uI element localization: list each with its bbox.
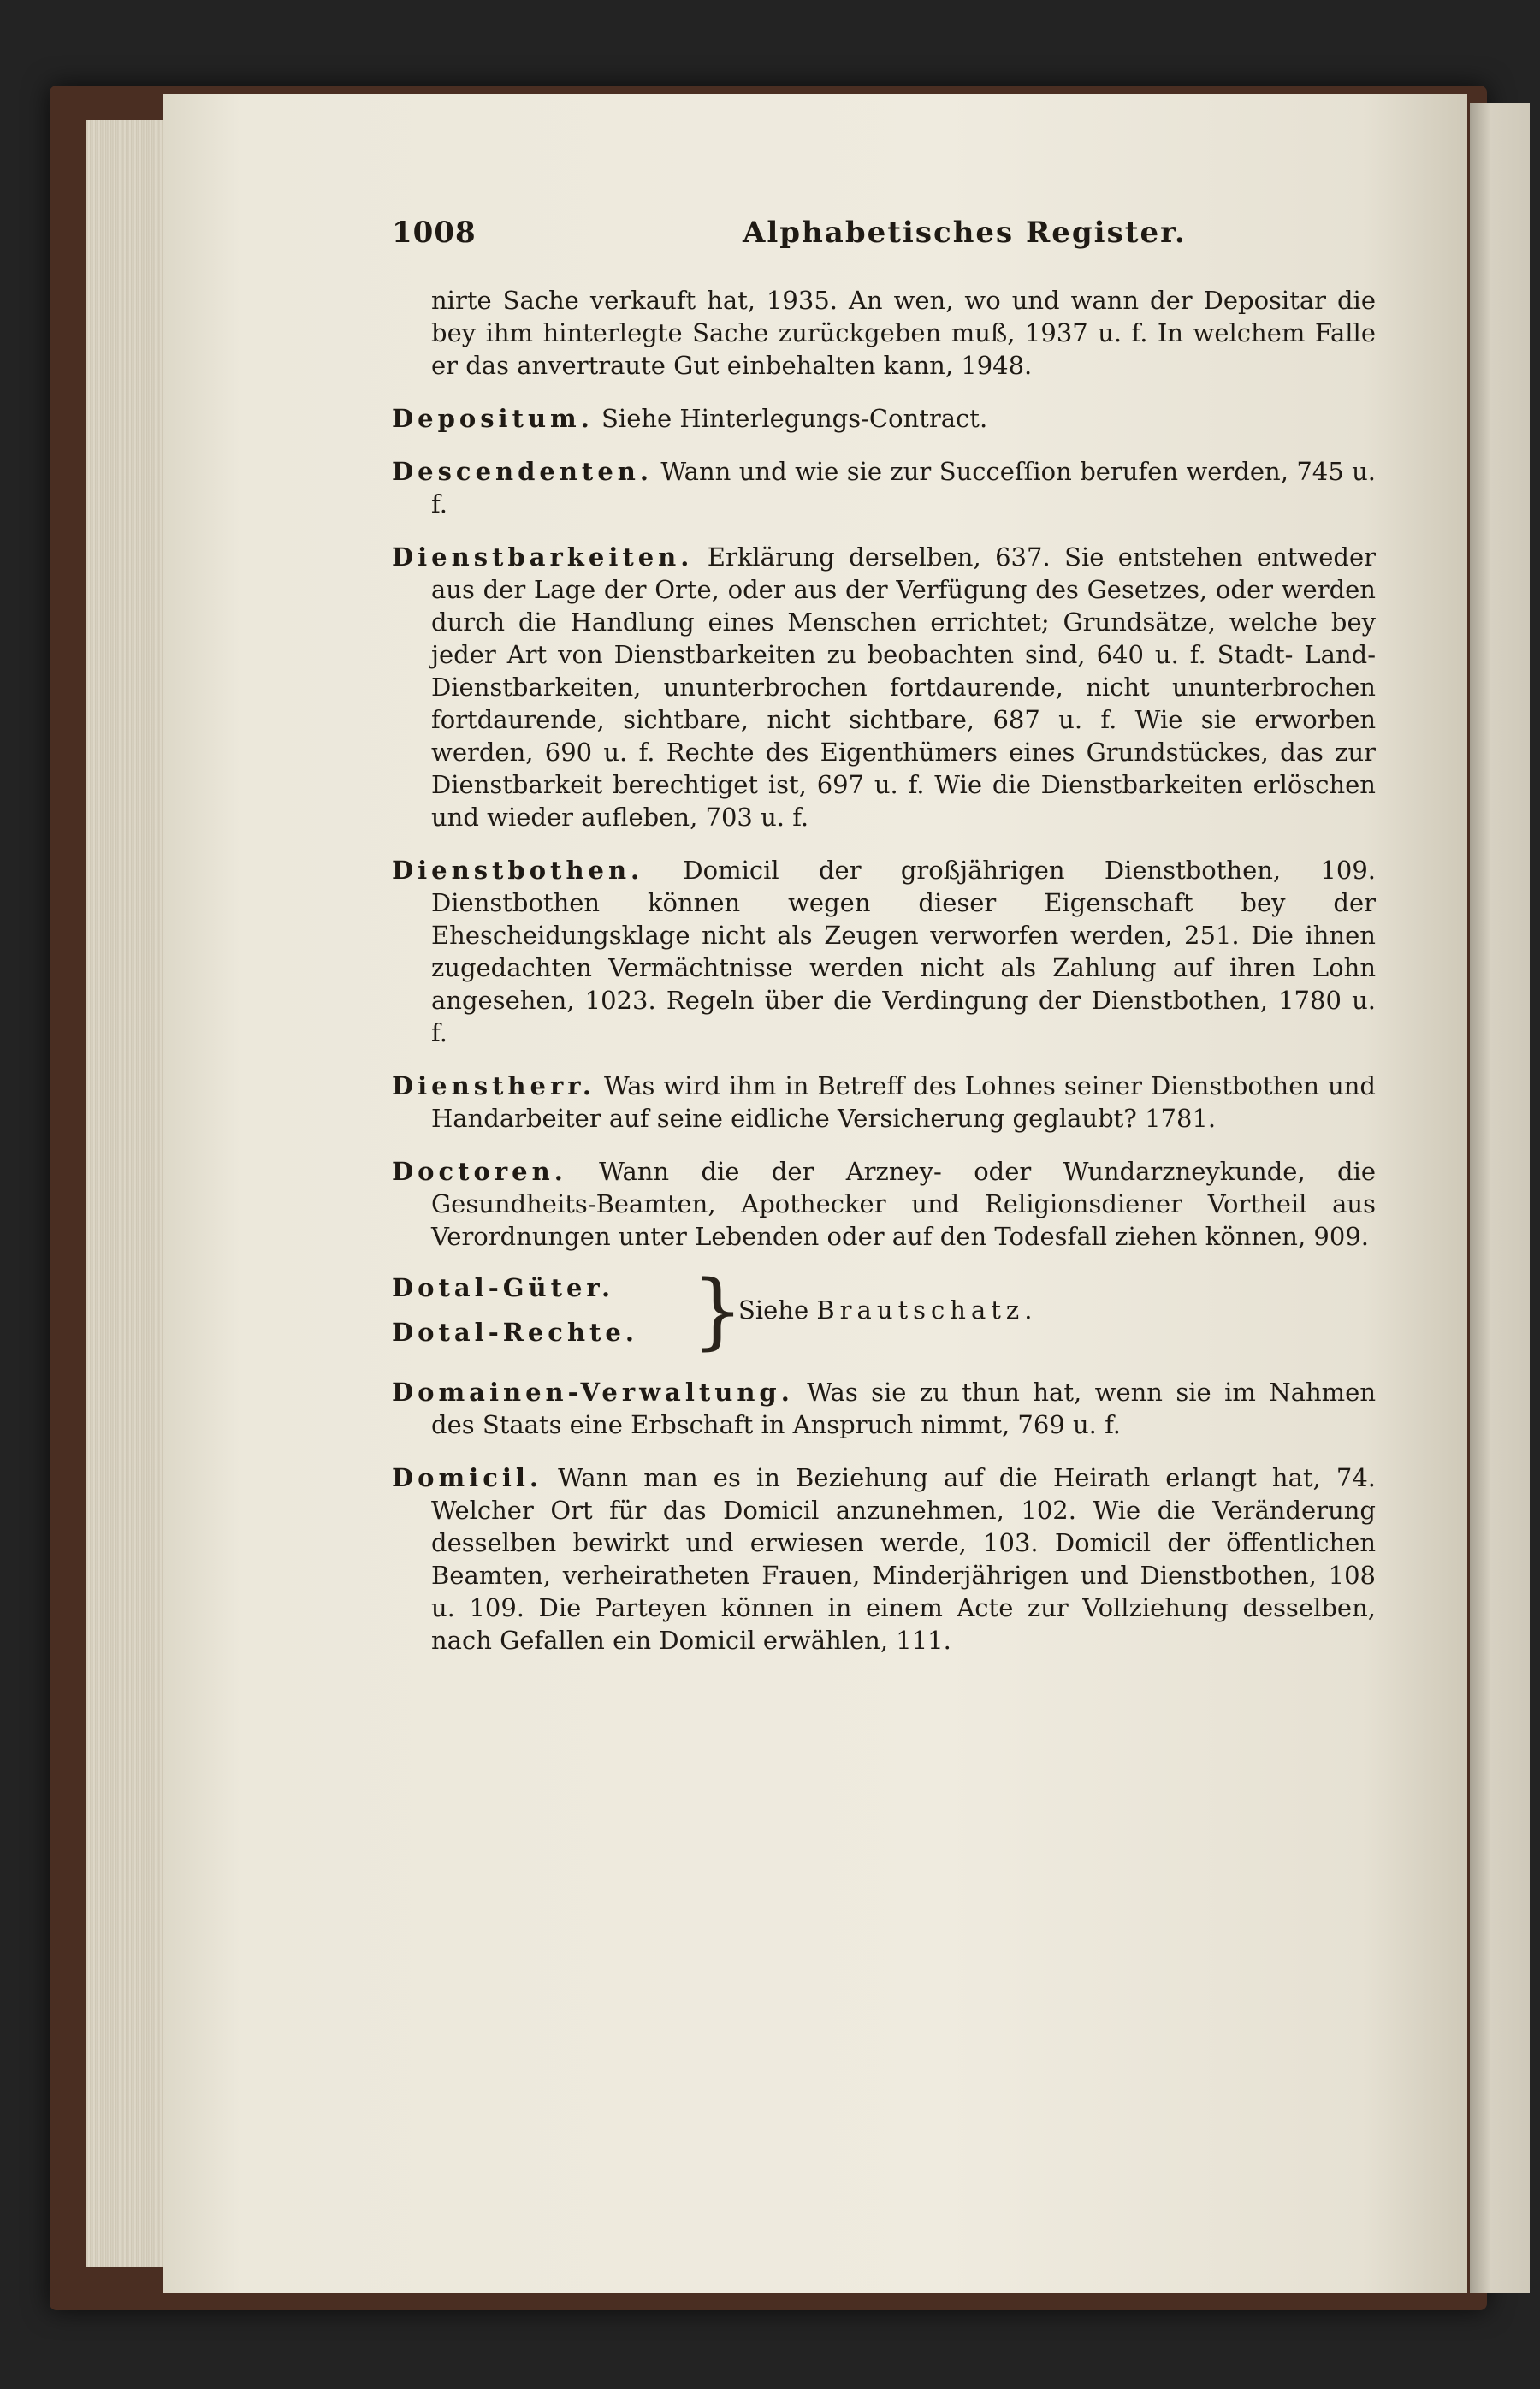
entry-text: Wann und wie sie zur Succeſſion berufen werden, 745 u. f. <box>431 457 1376 519</box>
entry-term: Dienstbothen. <box>392 856 644 885</box>
entry-text: Was wird ihm in Betreff des Lohnes seiner Dienstbothen und Handarbeiter auf seine eidliche Versicherung geglaubt? 1781. <box>431 1071 1376 1133</box>
register-entry <box>392 1155 1376 1253</box>
entry-text: nirte Sache verkauft hat, 1935. An wen, wo und wann der Depositar die bey ihm hinterlegte Sache zurückgeben muß, 1937 u. f. In welchem Falle er das anvertraute Gut einbehalten kann, 1948. <box>431 286 1376 380</box>
page-content <box>392 216 1376 1677</box>
entry-term: Depositum. <box>392 404 594 433</box>
entry-text: Was sie zu thun hat, wenn sie im Nahmen des Staats eine Erbschaft in Anspruch nimmt, 769 u. f. <box>431 1378 1377 1439</box>
ref-prefix: Siehe <box>738 1295 809 1325</box>
register-entry <box>392 854 1376 1049</box>
register-entry <box>392 1461 1376 1657</box>
cross-reference <box>738 1295 1037 1325</box>
brace-cross-reference <box>392 1263 1376 1359</box>
entry-text: Erklärung derselben, 637. Sie entstehen entweder aus der Lage der Orte, oder aus der Verfügung des Gesetzes, oder werden durch die Handlung eines Menschen errichtet; Grundsätze, welche bey jeder Art von Dienstbarkeiten zu beobachten sind, 640 u. f. Stadt- Land- Dienstbarkeiten, ununterbrochen fortdaurende, nicht ununterbrochen fortdaurende, sichtbare, nicht sichtbare, 687 u. f. Wie sie erworben werden, 690 u. f. Rechte des Eigenthümers eines Grundstückes, das zur Dienstbarkeit berechtiget ist, 697 u. f. Wie die Dienstbarkeiten erlöschen und wieder aufleben, 703 u. f. <box>431 542 1376 832</box>
entry-text: Wann man es in Beziehung auf die Heirath erlangt hat, 74. Welcher Ort für das Domicil anzunehmen, 102. Wie die Veränderung desselben bewirkt und erwiesen werde, 103. Domicil der öffentlichen Beamten, verheiratheten Frauen, Minderjährigen und Dienstbothen, 108 u. 109. Die Parteyen können in einem Acte zur Vollziehung desselben, nach Gefallen ein Domicil erwählen, 111. <box>431 1463 1377 1655</box>
entry-term: Doctoren. <box>392 1157 567 1186</box>
register-entry <box>392 402 1376 435</box>
entry-term: Dienstherr. <box>392 1071 595 1100</box>
entry-term: Domainen-Verwaltung. <box>392 1378 794 1407</box>
entry-term: Dotal-Güter. <box>392 1273 615 1302</box>
register-entry <box>392 1376 1376 1441</box>
entry-term: Dotal-Rechte. <box>392 1318 638 1347</box>
entry-term: Dienstbarkeiten. <box>392 542 694 572</box>
entry-term: Descendenten. <box>392 457 653 486</box>
ref-target: Brautschatz. <box>816 1295 1038 1325</box>
page-header <box>392 216 1376 267</box>
entry-text: Domicil der großjährigen Dienstbothen, 109. Dienstbothen können wegen dieser Eigenschaft bey der Ehescheidungsklage nicht als Zeugen verworfen werden, 251. Die ihnen zugedachten Vermächtnisse werden nicht als Zahlung auf ihren Lohn angesehen, 1023. Regeln über die Verdingung der Dienstbothen, 1780 u. f. <box>431 856 1376 1047</box>
register-entry <box>392 284 1376 382</box>
running-head: Alphabetisches Register. <box>743 216 1187 250</box>
register-entries <box>392 284 1376 1657</box>
facing-page-edge <box>1470 103 1530 2293</box>
register-entry <box>392 455 1376 520</box>
entry-text: Wann die der Arzney- oder Wundarzneykunde, die Gesundheits-Beamten, Apothecker und Religionsdiener Vortheil aus Verordnungen unter Lebenden oder auf den Todesfall ziehen können, 909. <box>431 1157 1377 1251</box>
register-entry <box>392 541 1376 833</box>
page-number: 1008 <box>392 216 477 250</box>
curly-brace-glyph: } <box>691 1263 744 1359</box>
entry-text: Siehe Hinterlegungs-Contract. <box>601 404 988 433</box>
entry-term: Domicil. <box>392 1463 542 1492</box>
register-entry <box>392 1070 1376 1135</box>
